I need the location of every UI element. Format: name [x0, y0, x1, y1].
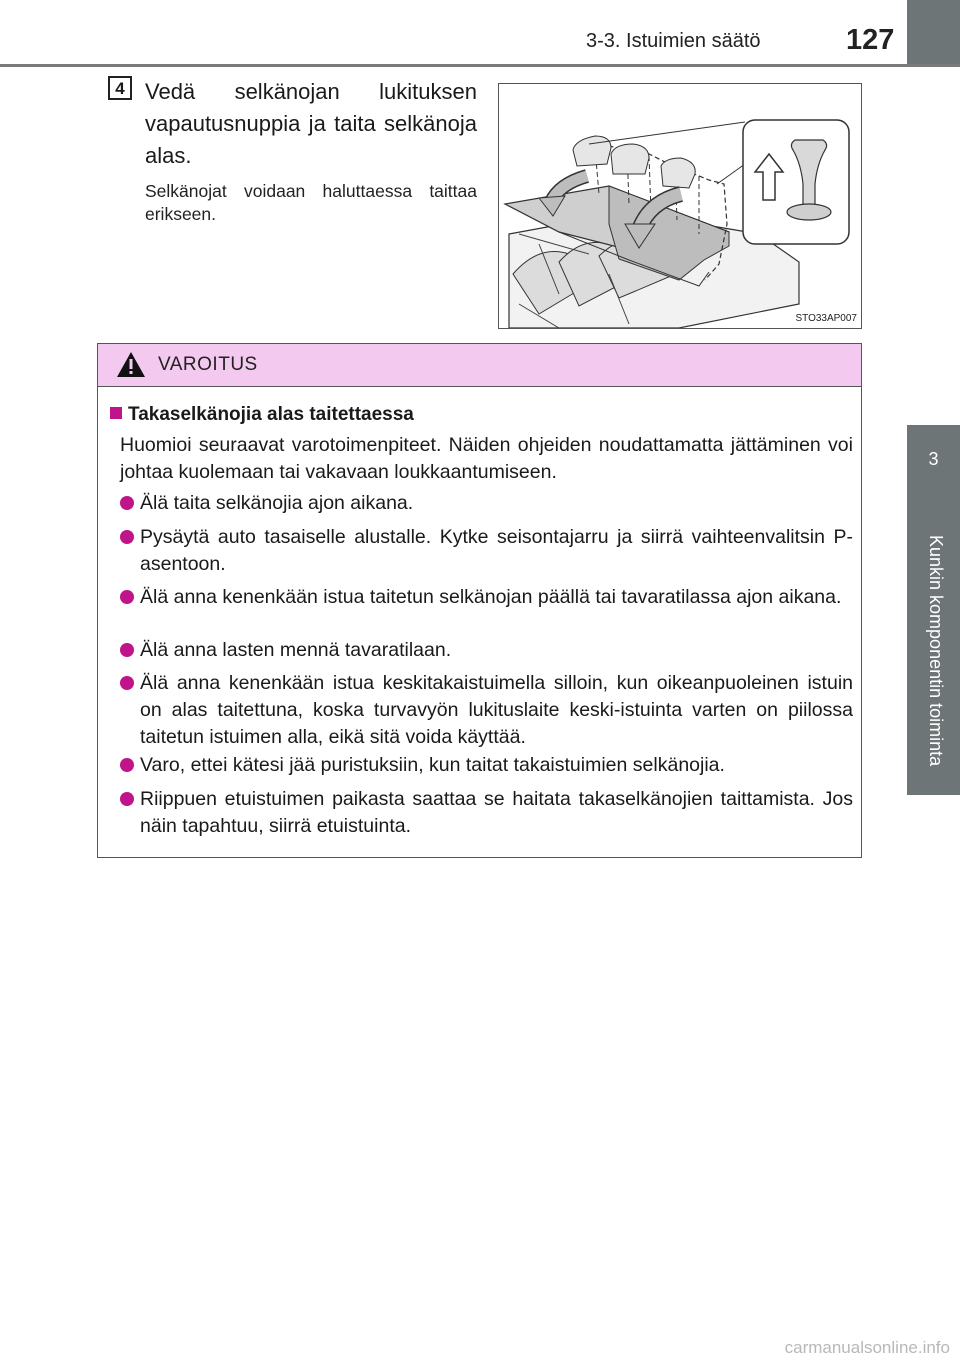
square-bullet-icon — [110, 407, 122, 419]
warning-box — [97, 343, 862, 858]
side-tab-top — [907, 0, 960, 64]
warning-item — [120, 752, 853, 779]
header-divider — [0, 64, 960, 67]
bullet-dot-icon — [120, 676, 134, 690]
warning-item-text: Riippuen etuistuimen paikasta saattaa se haitata takaselkänojien taittamista. Jos näin tapahtuu, siirrä etuistuinta. — [140, 788, 853, 837]
warning-item — [120, 637, 853, 664]
chapter-number: 3 — [928, 449, 939, 469]
warning-item — [120, 524, 853, 578]
bullet-dot-icon — [120, 643, 134, 657]
warning-item-text: Älä anna kenenkään istua taitetun selkänojan päällä tai tavaratilassa ajon aikana. — [140, 586, 842, 608]
step-number: 4 — [108, 76, 132, 100]
seat-fold-illustration — [498, 83, 862, 329]
warning-item-text: Pysäytä auto tasaiselle alustalle. Kytke seisontajarru ja siirrä vaihteenvalitsin P-asentoon. — [140, 526, 853, 575]
warning-title: VAROITUS — [158, 354, 258, 375]
warning-item — [120, 490, 853, 517]
chapter-side-tab — [907, 425, 960, 795]
watermark: carmanualsonline.info — [784, 1338, 950, 1357]
figure-code: STO33AP007 — [795, 313, 857, 324]
step-note: Selkänojat voidaan haluttaessa taittaa erikseen. — [145, 181, 477, 224]
warning-intro: Huomioi seuraavat varotoimenpiteet. Näiden ohjeiden noudattamatta jättäminen voi johtaa kuolemaan tai vakavaan loukkaantumiseen. — [120, 434, 853, 483]
warning-item-text: Älä anna lasten mennä tavaratilaan. — [140, 639, 452, 661]
bullet-dot-icon — [120, 590, 134, 604]
chapter-title: Kunkin komponentin toiminta — [926, 535, 946, 767]
bullet-dot-icon — [120, 792, 134, 806]
bullet-dot-icon — [120, 496, 134, 510]
warning-subheading — [110, 404, 414, 426]
warning-item — [120, 786, 853, 840]
warning-subheading-text: Takaselkänojia alas taitettaessa — [128, 404, 414, 425]
bullet-dot-icon — [120, 530, 134, 544]
warning-item — [120, 584, 853, 611]
page-number: 127 — [846, 24, 895, 56]
warning-item-text: Älä anna kenenkään istua keskitakaistuimella silloin, kun oikeanpuoleinen istuin on alas taitettuna, koska turvavyön lukituslaite keski-istuinta varten on piilossa taitetun istuimen alla, eikä sitä voida käyttää. — [140, 672, 853, 748]
warning-header — [98, 344, 861, 387]
warning-item-text: Varo, ettei kätesi jää puristuksiin, kun taitat takaistuimien selkänojia. — [140, 754, 725, 776]
section-title: 3-3. Istuimien säätö — [586, 30, 761, 52]
warning-triangle-icon — [116, 351, 146, 378]
bullet-dot-icon — [120, 758, 134, 772]
rear-seat-drawing — [499, 84, 862, 329]
warning-item-text: Älä taita selkänojia ajon aikana. — [140, 492, 414, 514]
step-instruction: Vedä selkänojan lukituksen vapautusnuppia ja taita selkänoja alas. — [145, 79, 477, 168]
warning-item — [120, 670, 853, 751]
